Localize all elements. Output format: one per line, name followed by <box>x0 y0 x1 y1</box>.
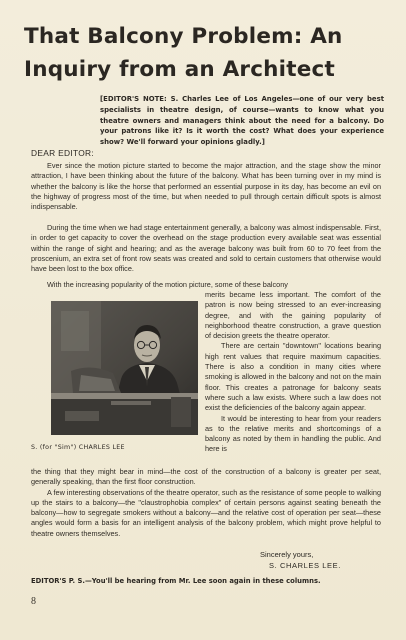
signature-name: S. CHARLES LEE. <box>269 561 341 570</box>
body-paragraph-2 <box>31 223 381 274</box>
editors-postscript: EDITOR'S P. S.—You'll be hearing from Mr. Lee soon again in these columns. <box>31 577 321 585</box>
right-column-text <box>205 290 381 455</box>
editors-note: [EDITOR'S NOTE: S. Charles Lee of Los Angeles—one of our very best specialists in theatre design, of course—wants to know what you theatre owners and managers think about the need for a balcony. Do your patrons like it? Is it worth the cost? What does your experience show? We'll forward your opinions gladly.] <box>100 95 384 147</box>
title-line-1: That Balcony Problem: An <box>24 24 343 49</box>
body-tail <box>31 467 381 539</box>
paragraph-text: A few interesting observations of the theatre operator, such as the resistance of some people to walking up the stairs to a balcony—the "claustrophobia complex" of certain persons against seating beneath the balcony—how to segregate smokers without a balcony—and the relative cost of operation per seat—these angles would form a basis for an intelligent analysis of the balcony problem, which might prove helpful to theatre owners themselves. <box>31 487 381 538</box>
page-number: 8 <box>31 596 36 607</box>
paragraph-text: Ever since the motion picture started to become the major attraction, and the stage show the minor attraction, I have been thinking about the future of the balcony. What has been turning over in my mind is whether the balcony is like the horse that performed an essential purpose in its day, has become an evil on the highway of progress most of the time, but when needed to pull through certain difficult spots is almost indispensable. <box>31 161 381 212</box>
body-paragraph-1 <box>31 161 381 212</box>
paragraph-text: merits became less important. The comfort of the patron is now being stressed to an ever-increasing degree, and with the gaining popularity of neighborhood theatre construction, a grave question of decision greets the theatre operator. <box>205 290 381 341</box>
paragraph-text: With the increasing popularity of the motion picture, some of these balcony <box>47 280 288 289</box>
photo-caption: S. (for "Sim") CHARLES LEE <box>31 444 125 451</box>
body-paragraph-3-start <box>31 280 381 290</box>
paragraph-text: There are certain "downtown" locations bearing high rent values that require maximum capacities. There is also a condition in many cities where smoking is allowed in the balcony and not on the main floor. This creates a patronage for balcony seats where such a law exists. Where such a law does not exist the deficiencies of the balcony again appear. <box>205 341 381 413</box>
closing: Sincerely yours, <box>260 550 314 559</box>
article-title <box>24 20 384 86</box>
portrait-image <box>51 301 198 435</box>
title-line-2: Inquiry from an Architect <box>24 57 335 82</box>
paragraph-text: During the time when we had stage entertainment generally, a balcony was almost indispensable. First, in order to get capacity to cover the overhead on the stage production every available seat was essential within the range of sight and hearing; and as the average balcony was built from 60 to 70 feet from the proscenium, an extra set of front row seats was created and sold to certain customers that otherwise would have been lost to the box office. <box>31 223 381 274</box>
paragraph-text: It would be interesting to hear from your readers as to the relative merits and shortcomings of a balcony as noted by them in handling the public. And here is <box>205 413 381 454</box>
paragraph-text: the thing that they might bear in mind—the cost of the construction of a balcony is greater per seat, generally speaking, than the first floor construction. <box>31 467 381 487</box>
salutation: DEAR EDITOR: <box>31 148 95 158</box>
portrait-photo <box>51 301 198 435</box>
